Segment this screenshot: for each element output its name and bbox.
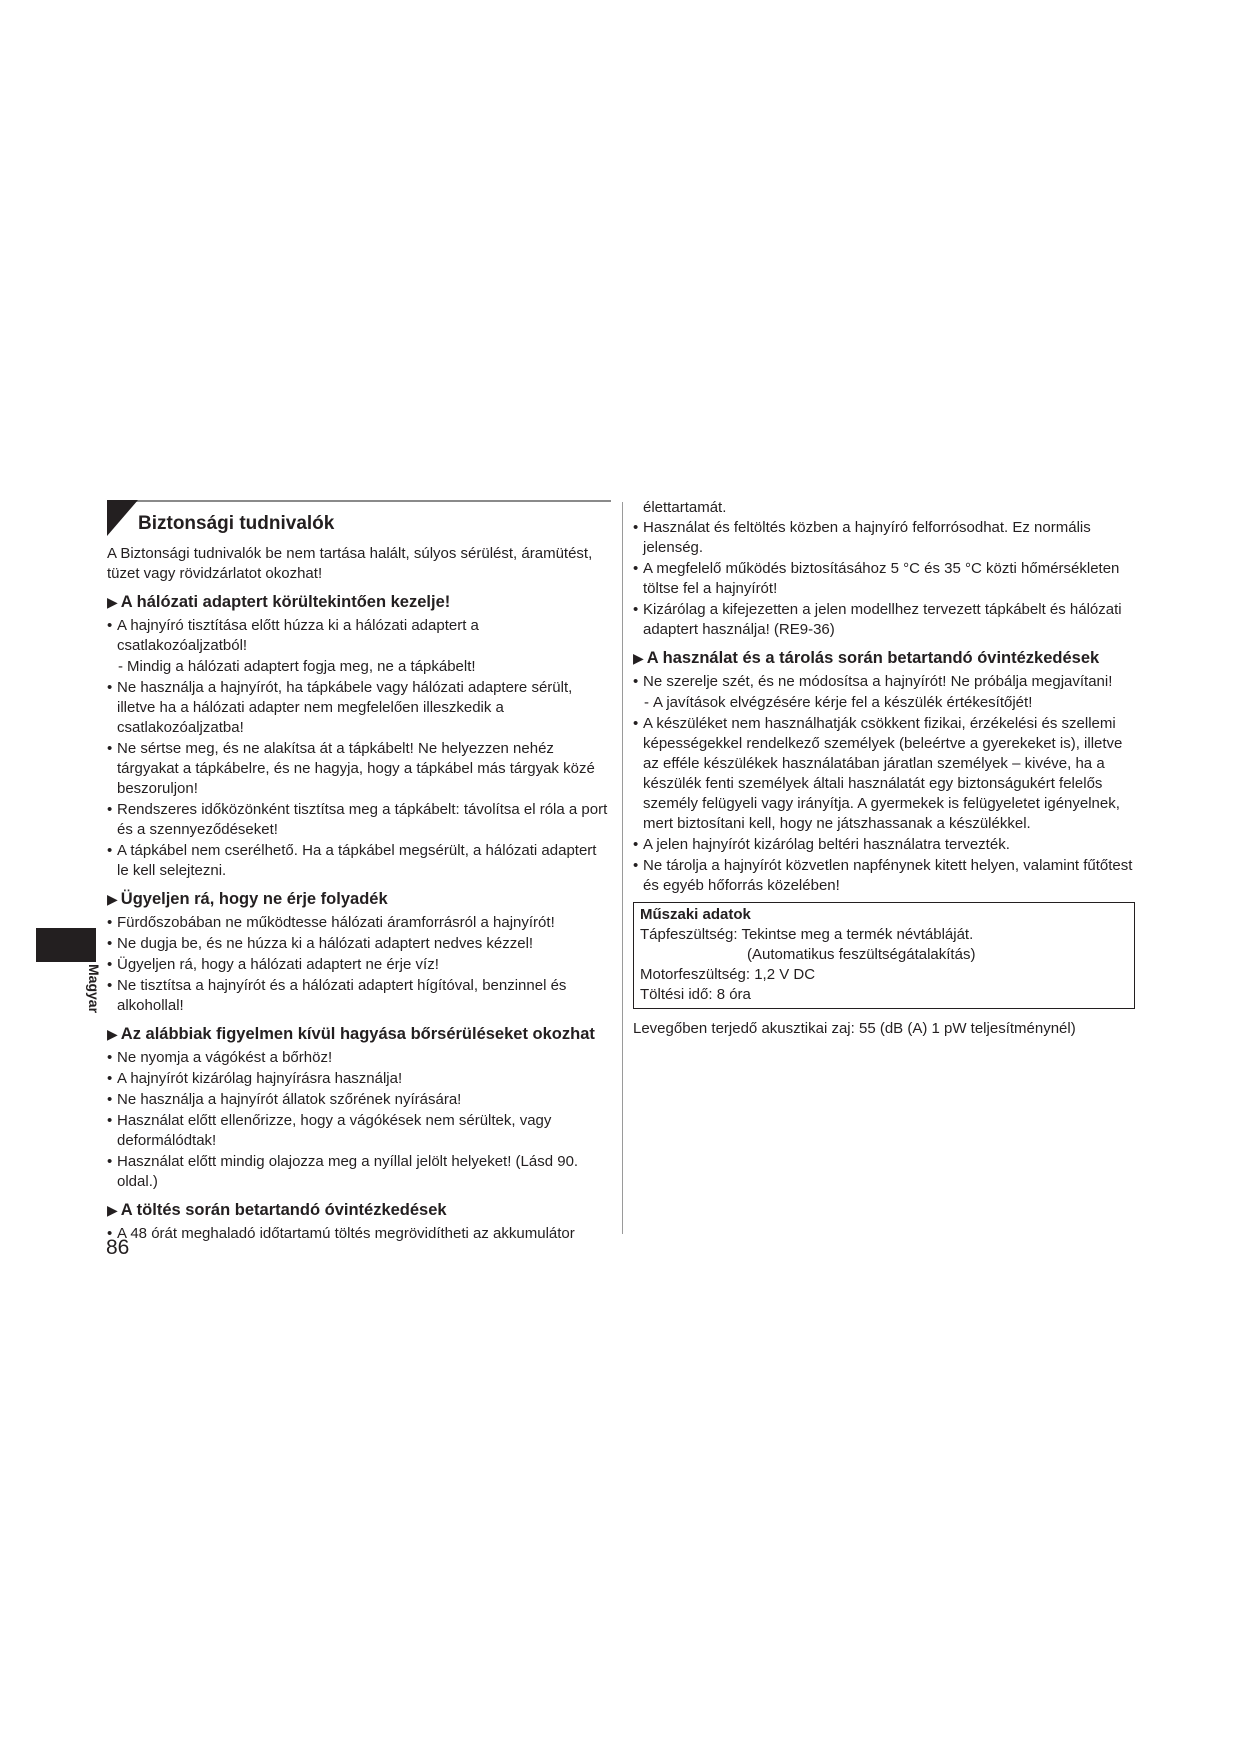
specs-supply-row <box>640 925 1128 945</box>
list-item: • Ügyeljen rá, hogy a hálózati adaptert ne érje víz! <box>107 955 612 975</box>
page-number: 86 <box>106 1236 130 1259</box>
column-divider <box>622 502 623 1234</box>
list-item: • Használat és feltöltés közben a hajnyíró felforrósodhat. Ez normális jelenség. <box>633 518 1138 558</box>
list-item: • A hajnyíró tisztítása előtt húzza ki a hálózati adaptert a csatlakozóaljzatból! <box>107 616 612 656</box>
list-item: • Ne dugja be, és ne húzza ki a hálózati adaptert nedves kézzel! <box>107 934 612 954</box>
section-list-left-2 <box>107 1048 612 1192</box>
language-tab-block <box>36 928 96 962</box>
specs-supply-value: Tekintse meg a termék névtábláját. <box>741 926 974 943</box>
right-column <box>633 498 1138 1039</box>
specs-box <box>633 902 1135 1009</box>
section-list-left-3 <box>107 1224 612 1244</box>
specs-supply-label: Tápfeszültség: <box>640 926 738 943</box>
specs-motor: Motorfeszültség: 1,2 V DC <box>640 966 816 983</box>
arrow-icon: ▶ <box>107 1026 118 1042</box>
list-item: • A készüléket nem használhatják csökkent fizikai, érzékelési és szellemi képességekkel rendelkező személyek (beleértve a gyerekeket is), illetve az efféle készülékek használatában járatlan személyek – kivéve, ha a készülék fenti személyek általi használatát egy biztonságukért felelős személy felügyeli vagy irányítja. A gyermekek is felügyeletet igényelnek, mert biztosítani kell, hogy ne játszhassanak a készülékkel. <box>633 714 1138 834</box>
list-item: • A tápkábel nem cserélhető. Ha a tápkábel megsérült, a hálózati adaptert le kell selejtezni. <box>107 841 612 881</box>
list-item: • A megfelelő működés biztosításához 5 °C és 35 °C közti hőmérsékleten töltse fel a hajnyírót! <box>633 559 1138 599</box>
list-item: • Rendszeres időközönként tisztítsa meg a tápkábelt: távolítsa el róla a port és a szennyeződéseket! <box>107 800 612 840</box>
section-heading-text: Az alábbiak figyelmen kívül hagyása bőrsérüléseket okozhat <box>120 1025 595 1043</box>
right-top-list <box>633 518 1138 640</box>
specs-charge: Töltési idő: 8 óra <box>640 986 751 1003</box>
sub-item: - Mindig a hálózati adaptert fogja meg, ne a tápkábelt! <box>107 657 612 677</box>
list-item: • A hajnyírót kizárólag hajnyírásra használja! <box>107 1069 612 1089</box>
list-item: • Ne tisztítsa a hajnyírót és a hálózati adaptert hígítóval, benzinnel és alkohollal! <box>107 976 612 1016</box>
page-title: Biztonsági tudnivalók <box>138 513 335 534</box>
section-heading-text: A használat és a tárolás során betartandó óvintézkedések <box>646 649 1100 667</box>
left-column <box>107 500 612 1245</box>
arrow-icon: ▶ <box>107 594 118 610</box>
language-tab-text: Magyar <box>86 964 102 1014</box>
arrow-icon: ▶ <box>107 891 118 907</box>
continuation-text: élettartamát. <box>643 499 727 516</box>
section-title-block <box>107 500 612 540</box>
list-item: • A 48 órát meghaladó időtartamú töltés megrövidítheti az akkumulátor <box>107 1224 612 1244</box>
specs-supply-note: (Automatikus feszültségátalakítás) <box>747 946 976 963</box>
list-item: • A jelen hajnyírót kizárólag beltéri használatra tervezték. <box>633 835 1138 855</box>
intro-paragraph: A Biztonsági tudnivalók be nem tartása halált, súlyos sérülést, áramütést, tüzet vagy rövidzárlatot okozhat! <box>107 545 593 582</box>
section-heading-text: Ügyeljen rá, hogy ne érje folyadék <box>120 890 388 908</box>
list-item: • Fürdőszobában ne működtesse hálózati áramforrásról a hajnyírót! <box>107 913 612 933</box>
section-list-left-0 <box>107 616 612 881</box>
sub-item: - A javítások elvégzésére kérje fel a készülék értékesítőjét! <box>633 693 1138 713</box>
arrow-icon: ▶ <box>633 650 644 666</box>
list-item: • Ne tárolja a hajnyírót közvetlen napfénynek kitett helyen, valamint fűtőtest és egyéb hőforrás közelében! <box>633 856 1138 896</box>
left-sections <box>107 592 612 1244</box>
section-heading-left-1 <box>107 889 612 910</box>
list-item: • Ne nyomja a vágókést a bőrhöz! <box>107 1048 612 1068</box>
usage-storage-section <box>633 648 1138 896</box>
title-corner-triangle <box>107 500 138 536</box>
title-rule <box>107 500 611 502</box>
section-heading-left-3 <box>107 1200 612 1221</box>
list-item: • Ne használja a hajnyírót állatok szőrének nyírására! <box>107 1090 612 1110</box>
section-heading-left-2 <box>107 1024 612 1045</box>
list-item: • Használat előtt ellenőrizze, hogy a vágókések nem sérültek, vagy deformálódtak! <box>107 1111 612 1151</box>
list-item: • Ne sértse meg, és ne alakítsa át a tápkábelt! Ne helyezzen nehéz tárgyakat a tápkábelre, és ne hagyja, hogy a tápkábel más tárgyak közé beszoruljon! <box>107 739 612 799</box>
section-heading-left-0 <box>107 592 612 613</box>
specs-title: Műszaki adatok <box>640 906 751 923</box>
noise-statement: Levegőben terjedő akusztikai zaj: 55 (dB (A) 1 pW teljesítménynél) <box>633 1020 1076 1037</box>
list-item: • Ne használja a hajnyírót, ha tápkábele vagy hálózati adaptere sérült, illetve ha a hálózati adapter nem megfelelően illeszkedik a csatlakozóaljzatba! <box>107 678 612 738</box>
section-list-right <box>633 672 1138 896</box>
section-heading-text: A töltés során betartandó óvintézkedések <box>120 1201 447 1219</box>
arrow-icon: ▶ <box>107 1202 118 1218</box>
section-heading-text: A hálózati adaptert körültekintően kezelje! <box>120 593 451 611</box>
section-list-left-1 <box>107 913 612 1016</box>
list-item: • Kizárólag a kifejezetten a jelen modellhez tervezett tápkábelt és hálózati adaptert használja! (RE9-36) <box>633 600 1138 640</box>
section-heading-right <box>633 648 1138 669</box>
language-tab-label <box>82 964 102 1034</box>
list-item: • Ne szerelje szét, és ne módosítsa a hajnyírót! Ne próbálja megjavítani! <box>633 672 1138 692</box>
list-item: • Használat előtt mindig olajozza meg a nyíllal jelölt helyeket! (Lásd 90. oldal.) <box>107 1152 612 1192</box>
